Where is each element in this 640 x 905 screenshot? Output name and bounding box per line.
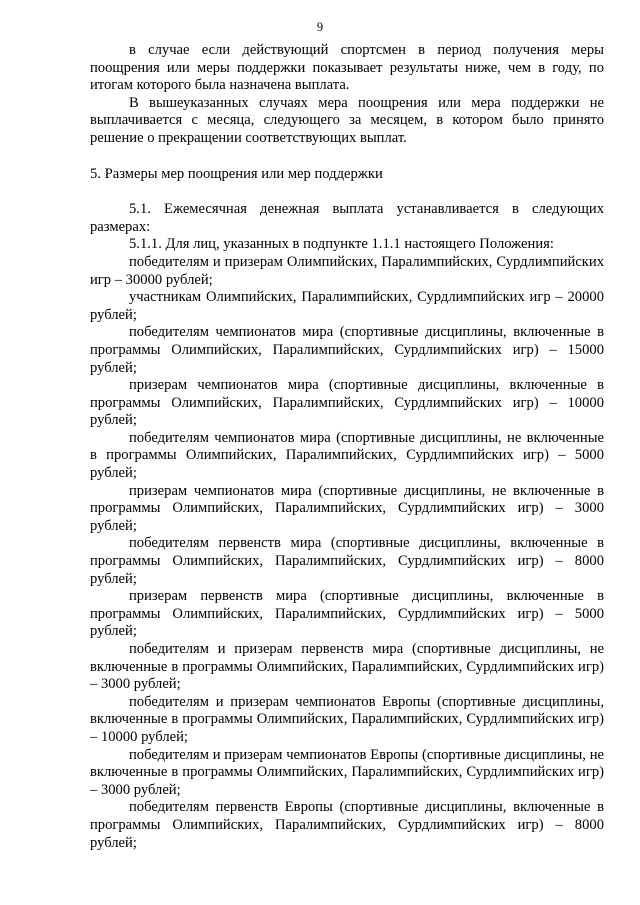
page-number: 9 — [316, 20, 324, 34]
list-item: призерам чемпионатов мира (спортивные дисциплины, включенные в программы Олимпийских, Паралимпийских, Сурдлимпийских игр) – 10000 рублей; — [90, 377, 604, 429]
list-item: призерам первенств мира (спортивные дисциплины, включенные в программы Олимпийских, Паралимпийских, Сурдлимпийских игр) – 5000 рублей; — [90, 588, 604, 640]
paragraph: В вышеуказанных случаях мера поощрения или мера поддержки не выплачивается с месяца, следующего за месяцем, в котором было принято решение о прекращении соответствующих выплат. — [90, 94, 604, 146]
list-item: победителям чемпионатов мира (спортивные дисциплины, не включенные в программы Олимпийских, Паралимпийских, Сурдлимпийских игр) – 5000 рублей; — [90, 429, 604, 482]
list-item: призерам чемпионатов мира (спортивные дисциплины, не включенные в программы Олимпийских, Паралимпийских, Сурдлимпийских игр) – 3000 рублей; — [90, 482, 604, 534]
section-heading: 5. Размеры мер поощрения или мер поддержки — [90, 165, 383, 182]
list-item: участникам Олимпийских, Паралимпийских, Сурдлимпийских игр – 20000 рублей; — [90, 289, 604, 323]
paragraph: 5.1. Ежемесячная денежная выплата устанавливается в следующих размерах: — [90, 201, 604, 235]
list-item: победителям первенств Европы (спортивные дисциплины, включенные в программы Олимпийских, Паралимпийских, Сурдлимпийских игр) – 8000 рублей; — [90, 799, 604, 851]
list-item: победителям и призерам чемпионатов Европы (спортивные дисциплины, не включенные в программы Олимпийских, Паралимпийских, Сурдлимпийских игр) – 3000 рублей; — [90, 746, 604, 798]
list-item: победителям и призерам первенств мира (спортивные дисциплины, не включенные в программы Олимпийских, Паралимпийских, Сурдлимпийских игр) – 3000 рублей; — [90, 641, 604, 693]
list-item: победителям чемпионатов мира (спортивные дисциплины, включенные в программы Олимпийских, Паралимпийских, Сурдлимпийских игр) – 15000 рублей; — [90, 324, 604, 376]
paragraph: 5.1.1. Для лиц, указанных в подпункте 1.1.1 настоящего Положения: — [129, 236, 554, 253]
list-item: победителям и призерам чемпионатов Европы (спортивные дисциплины, включенные в программы Олимпийских, Паралимпийских, Сурдлимпийских игр) – 10000 рублей; — [90, 693, 604, 745]
list-item: победителям и призерам Олимпийских, Паралимпийских, Сурдлимпийских игр – 30000 рублей; — [90, 253, 604, 288]
document-body — [90, 42, 604, 852]
list-item: победителям первенств мира (спортивные дисциплины, включенные в программы Олимпийских, Паралимпийских, Сурдлимпийских игр) – 8000 рублей; — [90, 535, 604, 587]
paragraph: в случае если действующий спортсмен в период получения меры поощрения или меры поддержки показывает результаты ниже, чем в году, по итогам которого была назначена выплата. — [90, 42, 604, 94]
